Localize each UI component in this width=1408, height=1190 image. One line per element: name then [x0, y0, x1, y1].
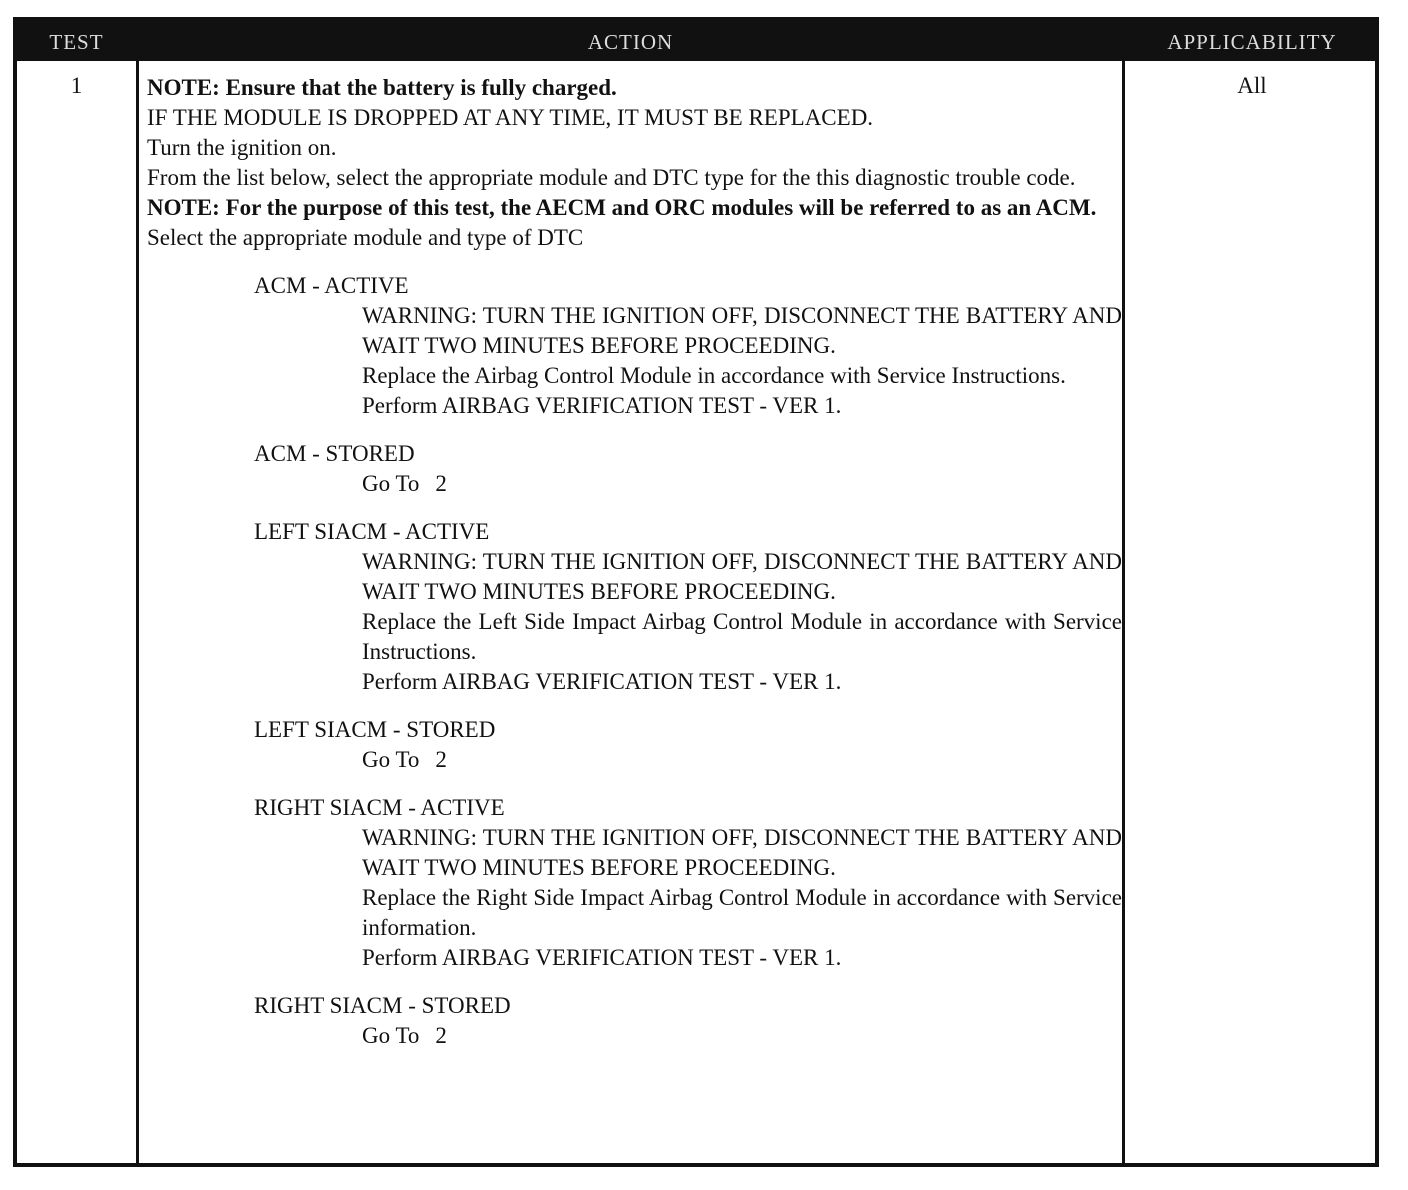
- action-intro-line: NOTE: Ensure that the battery is fully charged.: [147, 75, 617, 100]
- dtc-option-step: Replace the Left Side Impact Airbag Control Module in accordance with Service Instructions.: [362, 609, 1122, 664]
- dtc-option-body: [362, 823, 1122, 973]
- column-divider: [1122, 21, 1125, 1163]
- goto-number: 2: [435, 1023, 447, 1048]
- dtc-option-body: [362, 745, 1122, 775]
- dtc-option-step: Replace the Right Side Impact Airbag Control Module in accordance with Service information.: [362, 885, 1122, 940]
- column-divider: [136, 21, 139, 1163]
- header-applicability: APPLICABILITY: [1167, 30, 1337, 54]
- dtc-option-step: WARNING: TURN THE IGNITION OFF, DISCONNECT THE BATTERY AND WAIT TWO MINUTES BEFORE PROCEEDING.: [362, 825, 1122, 880]
- action-intro-line: Turn the ignition on.: [147, 135, 337, 160]
- header-action: ACTION: [587, 30, 674, 54]
- goto-step[interactable]: [362, 1021, 1122, 1051]
- dtc-option-body: [362, 547, 1122, 697]
- dtc-option-step: WARNING: TURN THE IGNITION OFF, DISCONNECT THE BATTERY AND WAIT TWO MINUTES BEFORE PROCEEDING.: [362, 303, 1122, 358]
- goto-step[interactable]: [362, 469, 1122, 499]
- dtc-option-step: Perform AIRBAG VERIFICATION TEST - VER 1.: [362, 945, 842, 970]
- action-cell: [147, 73, 1122, 1051]
- action-intro-line: NOTE: For the purpose of this test, the AECM and ORC modules will be referred to as an ACM.: [147, 195, 1097, 220]
- dtc-option: [254, 715, 1122, 775]
- dtc-option-title: ACM - STORED: [254, 441, 415, 466]
- dtc-option: [254, 991, 1122, 1051]
- dtc-option-body: [362, 301, 1122, 421]
- header-test: TEST: [49, 30, 104, 54]
- goto-label: Go To: [362, 471, 420, 496]
- dtc-option-step: Perform AIRBAG VERIFICATION TEST - VER 1.: [362, 393, 842, 418]
- goto-number: 2: [435, 747, 447, 772]
- dtc-option: [254, 517, 1122, 697]
- dtc-option-body: [362, 469, 1122, 499]
- action-intro-line: From the list below, select the appropriate module and DTC type for the this diagnostic trouble code.: [147, 165, 1076, 190]
- goto-label: Go To: [362, 747, 420, 772]
- dtc-option-title: LEFT SIACM - STORED: [254, 717, 496, 742]
- goto-label: Go To: [362, 1023, 420, 1048]
- dtc-option: [254, 793, 1122, 973]
- dtc-option-title: RIGHT SIACM - STORED: [254, 993, 511, 1018]
- dtc-option: [254, 271, 1122, 421]
- table-header: [17, 21, 1375, 61]
- diagnostic-test-table: [13, 17, 1379, 1167]
- applicability-value: All: [1237, 73, 1267, 98]
- dtc-option-title: ACM - ACTIVE: [254, 273, 409, 298]
- dtc-option-step: WARNING: TURN THE IGNITION OFF, DISCONNECT THE BATTERY AND WAIT TWO MINUTES BEFORE PROCEEDING.: [362, 549, 1122, 604]
- action-intro-line: IF THE MODULE IS DROPPED AT ANY TIME, IT MUST BE REPLACED.: [147, 105, 874, 130]
- dtc-option-title: LEFT SIACM - ACTIVE: [254, 519, 490, 544]
- dtc-option-step: Replace the Airbag Control Module in accordance with Service Instructions.: [362, 363, 1066, 388]
- goto-step[interactable]: [362, 745, 1122, 775]
- dtc-option-title: RIGHT SIACM - ACTIVE: [254, 795, 505, 820]
- test-number: 1: [70, 73, 83, 98]
- dtc-option: [254, 439, 1122, 499]
- dtc-option-step: Perform AIRBAG VERIFICATION TEST - VER 1.: [362, 669, 842, 694]
- dtc-option-body: [362, 1021, 1122, 1051]
- goto-number: 2: [435, 471, 447, 496]
- action-intro-line: Select the appropriate module and type of DTC: [147, 225, 584, 250]
